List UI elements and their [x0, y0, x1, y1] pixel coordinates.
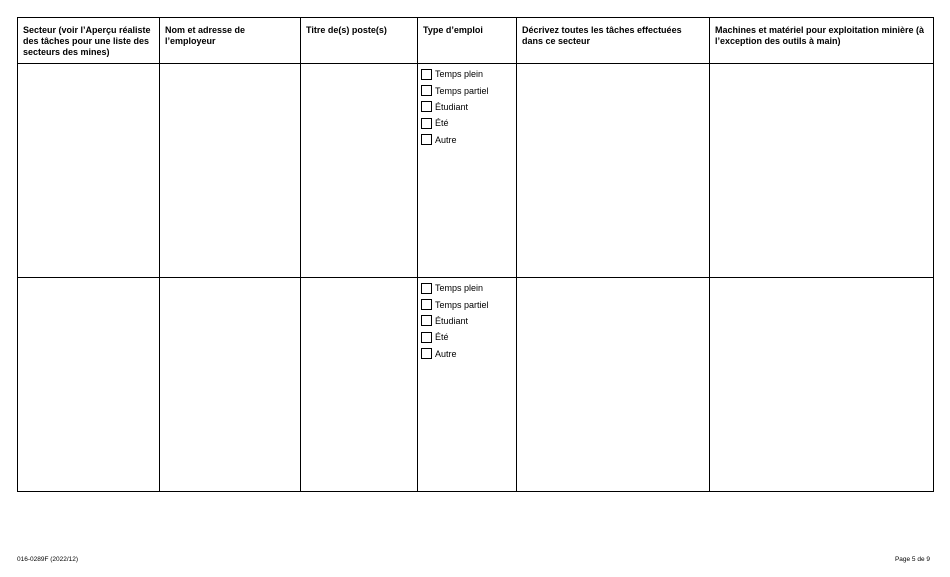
header-sector: Secteur (voir l’Aperçu réaliste des tâches pour une liste des secteurs des mines)	[18, 18, 160, 64]
student-checkbox[interactable]	[421, 315, 432, 326]
option-full-time[interactable]	[421, 66, 516, 82]
part-time-checkbox[interactable]	[421, 85, 432, 96]
sector-field[interactable]	[18, 64, 160, 278]
header-employment-type: Type d’emploi	[418, 18, 517, 64]
option-student[interactable]	[421, 313, 516, 329]
part-time-checkbox[interactable]	[421, 299, 432, 310]
option-label: Été	[435, 118, 449, 129]
employer-field[interactable]	[160, 278, 301, 492]
table-row	[18, 278, 934, 492]
summer-checkbox[interactable]	[421, 332, 432, 343]
option-other[interactable]	[421, 132, 516, 148]
header-equipment: Machines et matériel pour exploitation minière (à l’exception des outils à main)	[710, 18, 934, 64]
option-student[interactable]	[421, 99, 516, 115]
equipment-field[interactable]	[710, 64, 934, 278]
work-experience-table	[17, 17, 934, 492]
option-part-time[interactable]	[421, 82, 516, 98]
form-number: 016-0289F (2022/12)	[17, 556, 79, 563]
option-full-time[interactable]	[421, 280, 516, 296]
employment-type-options	[418, 278, 516, 362]
tasks-field[interactable]	[517, 278, 710, 492]
job-title-field[interactable]	[301, 278, 418, 492]
sector-field[interactable]	[18, 278, 160, 492]
option-label: Temps partiel	[435, 85, 489, 96]
option-label: Autre	[435, 348, 457, 359]
full-time-checkbox[interactable]	[421, 69, 432, 80]
tasks-field[interactable]	[517, 64, 710, 278]
employment-type-options	[418, 64, 516, 148]
option-part-time[interactable]	[421, 296, 516, 312]
option-label: Autre	[435, 134, 457, 145]
option-label: Été	[435, 332, 449, 343]
table-row	[18, 64, 934, 278]
header-employer: Nom et adresse de l’employeur	[160, 18, 301, 64]
summer-checkbox[interactable]	[421, 118, 432, 129]
option-other[interactable]	[421, 346, 516, 362]
equipment-field[interactable]	[710, 278, 934, 492]
option-label: Temps plein	[435, 69, 484, 80]
job-title-field[interactable]	[301, 64, 418, 278]
option-summer[interactable]	[421, 115, 516, 131]
option-label: Étudiant	[435, 101, 469, 112]
page-number: Page 5 de 9	[894, 556, 930, 563]
employment-type-cell	[418, 278, 517, 492]
header-tasks: Décrivez toutes les tâches effectuées dans ce secteur	[517, 18, 710, 64]
header-job-title: Titre de(s) poste(s)	[301, 18, 418, 64]
student-checkbox[interactable]	[421, 101, 432, 112]
option-summer[interactable]	[421, 329, 516, 345]
employment-type-cell	[418, 64, 517, 278]
other-checkbox[interactable]	[421, 134, 432, 145]
other-checkbox[interactable]	[421, 348, 432, 359]
header-row	[18, 18, 934, 64]
employer-field[interactable]	[160, 64, 301, 278]
option-label: Temps partiel	[435, 299, 489, 310]
full-time-checkbox[interactable]	[421, 283, 432, 294]
option-label: Étudiant	[435, 315, 469, 326]
option-label: Temps plein	[435, 283, 484, 294]
